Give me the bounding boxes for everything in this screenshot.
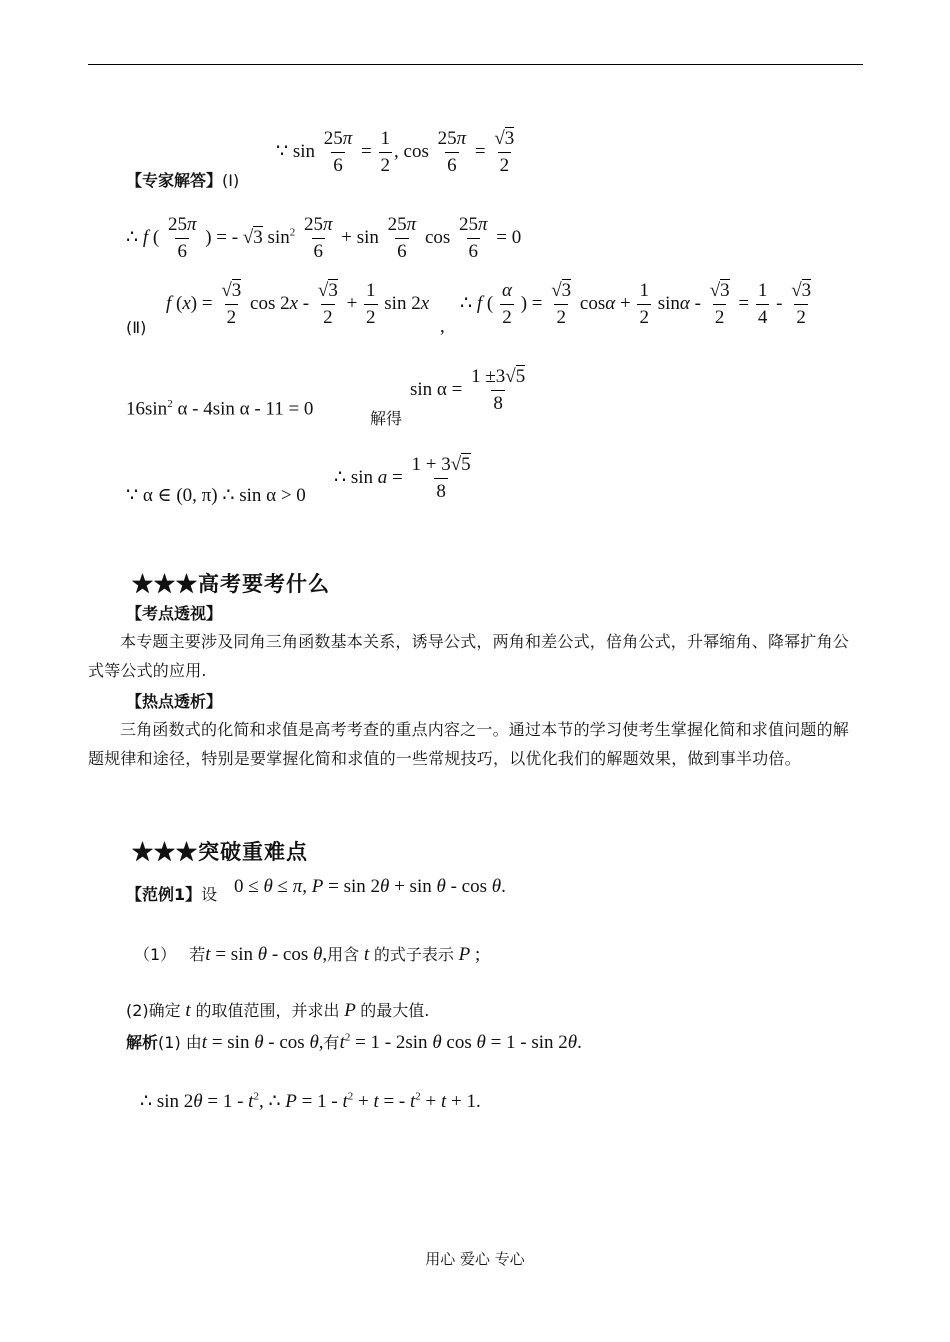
formula-sin-cos-values: ∵ sin $\frac{25\pi}{6}$ = $\frac{1}{2}$ , cos $\frac{25\pi}{6}$ = $\frac{√3}{2}$ bbox=[276, 128, 515, 176]
question-2: (2)确定 t 的取值范围，并求出 P 的最大值. bbox=[126, 1000, 430, 1021]
example-set: 设 bbox=[201, 885, 218, 904]
formula-quadratic: $16\sin^2$ α - 4sin α - 11 = 0 bbox=[126, 398, 314, 420]
formula-alpha-range: ∵ α ∈ (0, π) ∴ sin α > 0 bbox=[126, 485, 306, 506]
solution-line-2: ∴ $\sin 2\theta = 1 - t^2$, ∴ $P = 1 - t^2 + t$ = - $t^2 + t + 1$. bbox=[140, 1090, 481, 1112]
exam-point-text: 本专题主要涉及同角三角函数基本关系，诱导公式，两角和差公式，倍角公式，升幂缩角、降幂扩角公式等公式的应用. bbox=[88, 632, 850, 680]
formula-f-alpha: ∴ f ( $\frac{\alpha}{2}$ ) = $\frac{√3}{2}$ cosα + $\frac{1}{2}$ sinα - $\frac{√3}{2}$ = $\frac{1}{4}$ - $\frac{√3}{2}$ bbox=[460, 280, 812, 328]
formula-sin-alpha-roots: sin α = $\frac{1 \pm 3√5}{8}$ bbox=[410, 366, 526, 414]
expert-label bbox=[126, 168, 239, 191]
exam-heading: ★★★高考要考什么 bbox=[132, 571, 330, 596]
question-1: （1） 若t = sin θ - cos θ,用含 t 的式子表示 P ; bbox=[134, 944, 481, 965]
q1-expr: 的式子表示 bbox=[373, 945, 454, 964]
q1-if: 若 bbox=[189, 945, 206, 964]
solution-part-1: (1) 由 bbox=[158, 1033, 202, 1052]
q1-number: （1） bbox=[134, 945, 177, 964]
exam-point-label: 【考点透视】 bbox=[126, 604, 223, 623]
q1-use: 用含 bbox=[327, 945, 360, 964]
formula-sin-alpha-final: ∴ sin a = $\frac{1 + 3√5}{8}$ bbox=[334, 454, 471, 502]
solution-line-1: 解析(1) 由t = sin θ - cos θ,有$t^2 = 1 - 2\sin$ θ cos θ = 1 - sin 2θ. bbox=[126, 1031, 582, 1053]
example-label: 【范例1】 bbox=[126, 885, 202, 904]
example-line bbox=[126, 882, 217, 905]
example-formula: 0 ≤ θ ≤ π, P = sin 2θ + sin θ - cos θ. bbox=[234, 876, 506, 897]
part-2-label: (Ⅱ) bbox=[126, 318, 147, 337]
formula-f-value: ∴ f ( $\frac{25\pi}{6}$ ) = - √3 $\sin^2$ $\frac{25\pi}{6}$ + sin $\frac{25\pi}{6}$ cos $\frac{25\pi}{6}$ = 0 bbox=[126, 214, 522, 262]
solve-label: 解得 bbox=[370, 409, 403, 428]
formula-fx: f (x) = $\frac{√3}{2}$ cos 2x - $\frac{√3}{2}$ + $\frac{1}{2}$ sin 2x bbox=[166, 280, 430, 328]
solution-have: 有 bbox=[323, 1033, 340, 1052]
page-footer: 用心 爱心 专心 bbox=[425, 1250, 525, 1268]
expert-answer-label: 【专家解答】 bbox=[126, 171, 223, 190]
breakthrough-heading: ★★★突破重难点 bbox=[132, 839, 308, 864]
exam-hot-text: 三角函数式的化简和求值是高考考查的重点内容之一。通过本节的学习使考生掌握化简和求值问题的解题规律和途径，特别是要掌握化简和求值的一些常规技巧，以优化我们的解题效果，做到事半功倍。 bbox=[88, 720, 850, 768]
q2-text-3: 的最大值. bbox=[360, 1001, 430, 1020]
header-rule bbox=[88, 64, 863, 65]
q2-text-2: 的取值范围，并求出 bbox=[195, 1001, 340, 1020]
exam-hot-label: 【热点透析】 bbox=[126, 692, 223, 711]
solution-label: 解析 bbox=[126, 1033, 159, 1052]
part-1-label: (Ⅰ) bbox=[222, 171, 240, 190]
q2-text-1: (2)确定 bbox=[126, 1001, 181, 1020]
comma: , bbox=[440, 316, 445, 337]
